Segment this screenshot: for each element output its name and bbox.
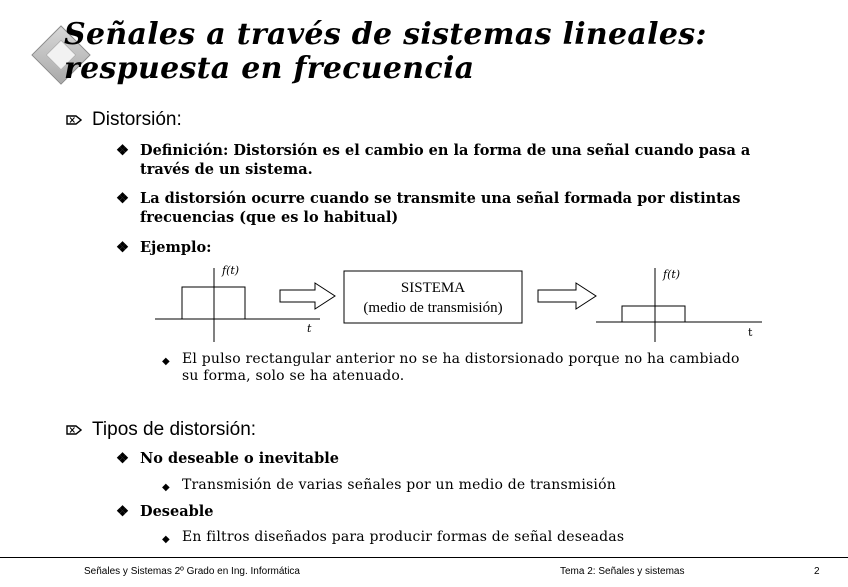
item-text-line: Definición: Distorsión es el cambio en la forma de una señal cuando pasa a [140, 142, 751, 159]
arrow-bullet-icon [66, 424, 82, 436]
section-heading-text: Tipos de distorsión: [92, 419, 257, 440]
list-item-no-deseable [116, 449, 806, 468]
diamond-bullet-icon: ❖ [116, 190, 129, 207]
item-text-line: La distorsión ocurre cuando se transmite una señal formada por distintas [140, 190, 741, 207]
list-item-ejemplo [116, 238, 806, 257]
item-text-line: Ejemplo: [140, 239, 212, 256]
diamond-bullet-icon: ❖ [116, 450, 129, 467]
system-label: SISTEMA [400, 280, 466, 296]
output-ylabel: f(t) [663, 268, 681, 281]
system-sublabel: (medio de transmisión) [363, 300, 503, 316]
list-item-deseable [116, 502, 806, 521]
arrow-bullet-icon [66, 114, 82, 126]
arrow-right-icon [538, 283, 596, 309]
section-heading-tipos [66, 419, 256, 441]
title-line-1: Señales a través de sistemas lineales: [64, 17, 707, 52]
footer-divider [0, 557, 848, 558]
slide-title [64, 18, 707, 86]
small-diamond-bullet-icon: ◆ [162, 482, 170, 493]
note-text-line: su forma, solo se ha atenuado. [182, 368, 405, 384]
input-ylabel: f(t) [222, 264, 240, 277]
sub-item-text: En filtros diseñados para producir formas de señal deseadas [182, 529, 625, 545]
list-item-ocurre [116, 189, 806, 227]
input-xlabel: t [307, 322, 312, 335]
diamond-bullet-icon: ❖ [116, 142, 129, 159]
sub-item-text: Transmisión de varias señales por un medio de transmisión [182, 477, 616, 493]
output-pulse [622, 306, 685, 322]
footer-page-number: 2 [814, 566, 820, 577]
note-pulso [162, 351, 802, 385]
sub-item-transmision [162, 477, 802, 496]
title-line-2: respuesta en frecuencia [64, 51, 475, 86]
footer-topic: Tema 2: Señales y sistemas [560, 566, 685, 577]
list-item-definicion [116, 141, 806, 179]
system-example-figure [150, 262, 770, 342]
section-heading-distorsion [66, 109, 182, 131]
footer-course: Señales y Sistemas 2º Grado en Ing. Informática [84, 566, 300, 577]
diamond-bullet-icon: ❖ [116, 503, 129, 520]
item-text-line: No deseable o inevitable [140, 450, 339, 467]
section-heading-text: Distorsión: [92, 109, 182, 130]
arrow-right-icon [280, 283, 335, 309]
note-text-line: El pulso rectangular anterior no se ha distorsionado porque no ha cambiado [182, 351, 740, 367]
small-diamond-bullet-icon: ◆ [162, 534, 170, 545]
item-text-line: Deseable [140, 503, 214, 520]
item-text-line: través de un sistema. [140, 161, 313, 178]
diamond-bullet-icon: ❖ [116, 239, 129, 256]
item-text-line: frecuencias (que es lo habitual) [140, 209, 399, 226]
output-xlabel: t [748, 326, 753, 339]
small-diamond-bullet-icon: ◆ [162, 356, 170, 367]
sub-item-filtros [162, 529, 802, 548]
